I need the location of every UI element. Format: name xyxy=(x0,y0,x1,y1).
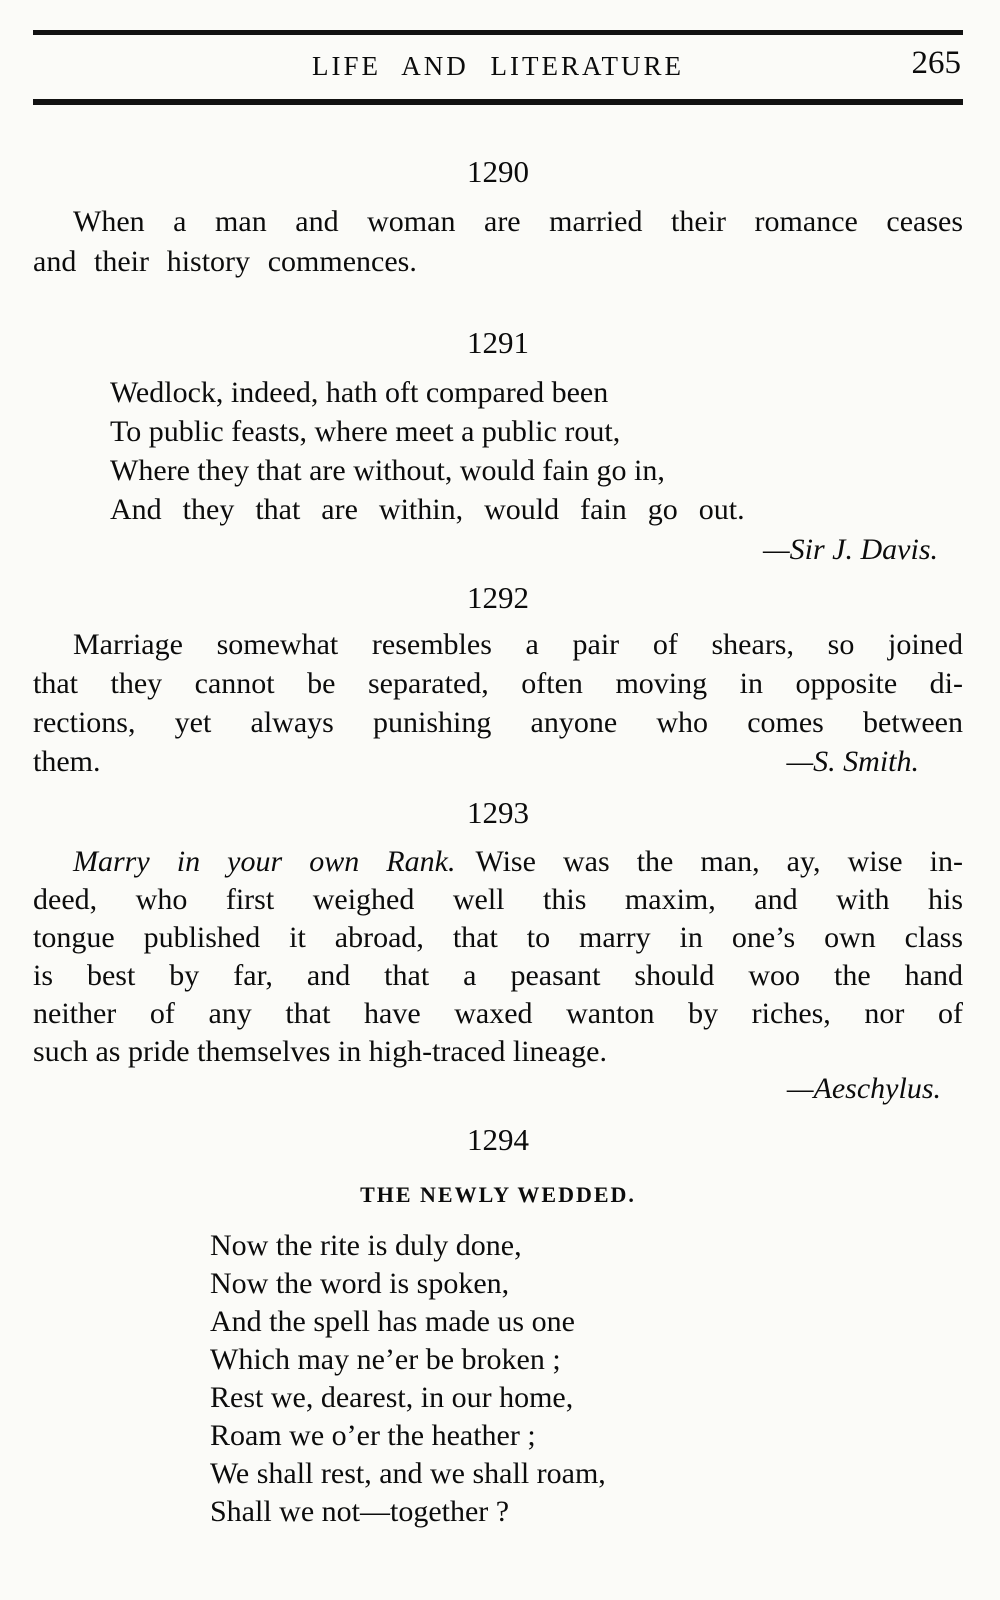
header-rule-bottom xyxy=(33,99,963,105)
text-line: rections, yet always punishing anyone who comes between xyxy=(33,706,963,739)
quote-text xyxy=(33,625,963,781)
poem-line: And the spell has made us one xyxy=(210,1305,575,1338)
poem-line: And they that are within, would fain go out. xyxy=(110,493,745,526)
attribution: —Aeschylus. xyxy=(786,1072,941,1105)
poem-line: To public feasts, where meet a public rout, xyxy=(110,415,621,448)
text-line: such as pride themselves in high-traced lineage. xyxy=(33,1035,607,1068)
book-page xyxy=(0,30,1000,1531)
quote-1294 xyxy=(33,1120,963,1531)
attribution: —S. Smith. xyxy=(786,745,919,778)
text-line: tongue published it abroad, that to marry in one’s own class xyxy=(33,921,963,954)
text-line: neither of any that have waxed wanton by riches, nor of xyxy=(33,997,963,1030)
poem-line: We shall rest, and we shall roam, xyxy=(210,1457,606,1490)
quote-text xyxy=(33,202,963,282)
quote-number: 1290 xyxy=(467,154,529,189)
text-line: and their history commences. xyxy=(33,245,417,278)
text-line: that they cannot be separated, often moving in opposite di- xyxy=(33,667,963,700)
quote-1293 xyxy=(33,793,963,1107)
poem-line: Shall we not—together ? xyxy=(210,1495,510,1528)
text-line xyxy=(33,742,963,781)
attribution: —Sir J. Davis. xyxy=(763,533,938,566)
poem-line: Where they that are without, would fain go in, xyxy=(110,454,665,487)
text-line: Marriage somewhat resembles a pair of shears, so joined xyxy=(73,628,963,661)
quote-number: 1293 xyxy=(467,795,529,830)
page-header xyxy=(33,35,963,99)
text-line: deed, who first weighed well this maxim, and with his xyxy=(33,883,963,916)
poem-line: Which may ne’er be broken ; xyxy=(210,1343,561,1376)
poem-line: Rest we, dearest, in our home, xyxy=(210,1381,574,1414)
poem-line: Wedlock, indeed, hath oft compared been xyxy=(110,376,609,409)
poem-line: Now the rite is duly done, xyxy=(210,1229,522,1262)
poem-text xyxy=(110,373,963,529)
italic-lead: Marry in your own Rank. xyxy=(73,845,456,878)
poem-text xyxy=(210,1227,963,1531)
poem-line: Roam we o’er the heather ; xyxy=(210,1419,536,1452)
text-fragment: them. xyxy=(33,745,101,778)
quote-text xyxy=(33,843,963,1071)
quote-1292 xyxy=(33,578,963,781)
poem-title: THE NEWLY WEDDED. xyxy=(360,1182,636,1207)
quote-number: 1291 xyxy=(467,325,529,360)
page-number: 265 xyxy=(911,45,961,81)
text-line: is best by far, and that a peasant should woo the hand xyxy=(33,959,963,992)
quote-1291 xyxy=(33,323,963,568)
running-title: LIFE AND LITERATURE xyxy=(312,51,684,81)
text-fragment: Wise was the man, ay, wise in- xyxy=(475,845,963,878)
text-line xyxy=(33,843,963,881)
text-line: When a man and woman are married their romance ceases xyxy=(73,205,963,238)
quote-1290 xyxy=(33,152,963,282)
quote-number: 1294 xyxy=(467,1122,529,1157)
quote-number: 1292 xyxy=(467,580,529,615)
poem-line: Now the word is spoken, xyxy=(210,1267,510,1300)
